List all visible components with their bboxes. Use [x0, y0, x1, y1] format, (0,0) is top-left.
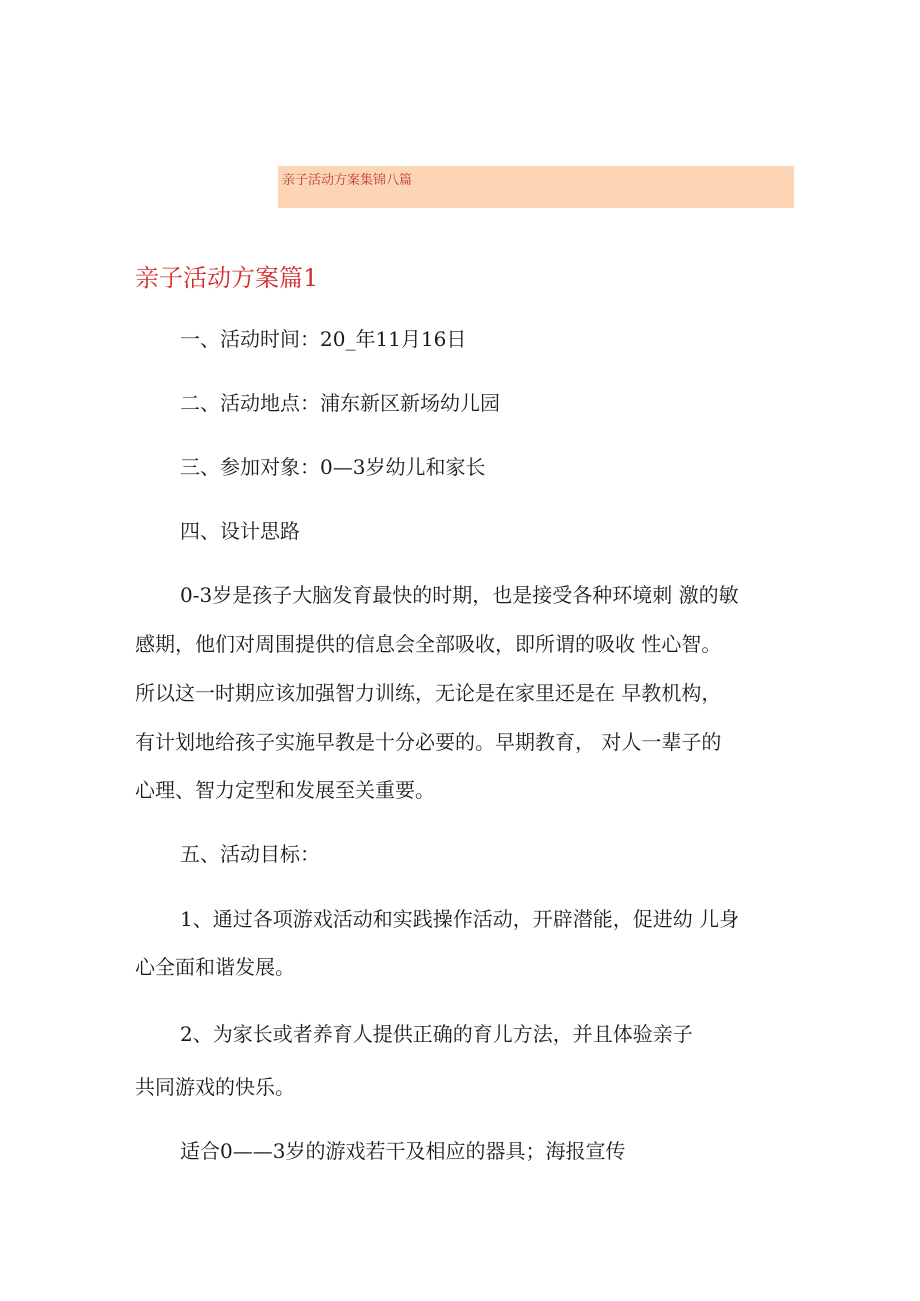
paragraph-line: 心理、智力定型和发展至关重要。 — [135, 778, 435, 802]
activity-audience: 三、参加对象：0—3岁幼儿和家长 — [180, 455, 486, 479]
goal-line: 1、通过各项游戏活动和实践操作活动，开辟潜能，促进幼 儿身 — [180, 907, 740, 931]
goal-line: 2、为家长或者养育人提供正确的育儿方法，并且体验亲子 — [180, 1022, 693, 1046]
section-heading: 亲子活动方案篇1 — [135, 264, 319, 292]
goals-heading: 五、活动目标： — [180, 842, 320, 866]
goal-line: 共同游戏的快乐。 — [135, 1075, 295, 1099]
paragraph-line: 有计划地给孩子实施早教是十分必要的。早期教育， 对人一辈子的 — [135, 730, 722, 754]
materials-line: 适合0——3岁的游戏若干及相应的器具；海报宣传 — [180, 1139, 626, 1163]
document-title: 亲子活动方案集锦八篇 — [282, 173, 413, 188]
activity-time: 一、活动时间：20_年11月16日 — [180, 327, 467, 351]
design-heading: 四、设计思路 — [180, 519, 300, 543]
paragraph-line: 感期，他们对周围提供的信息会全部吸收，即所谓的吸收 性心智。 — [135, 632, 722, 656]
activity-place: 二、活动地点：浦东新区新场幼儿园 — [180, 391, 500, 415]
goal-line: 心全面和谐发展。 — [135, 955, 295, 979]
paragraph-line: 所以这一时期应该加强智力训练，无论是在家里还是在 早教机构， — [135, 681, 722, 705]
paragraph-line: 0-3岁是孩子大脑发育最快的时期，也是接受各种环境刺 激的敏 — [180, 583, 739, 607]
title-banner — [278, 166, 794, 208]
